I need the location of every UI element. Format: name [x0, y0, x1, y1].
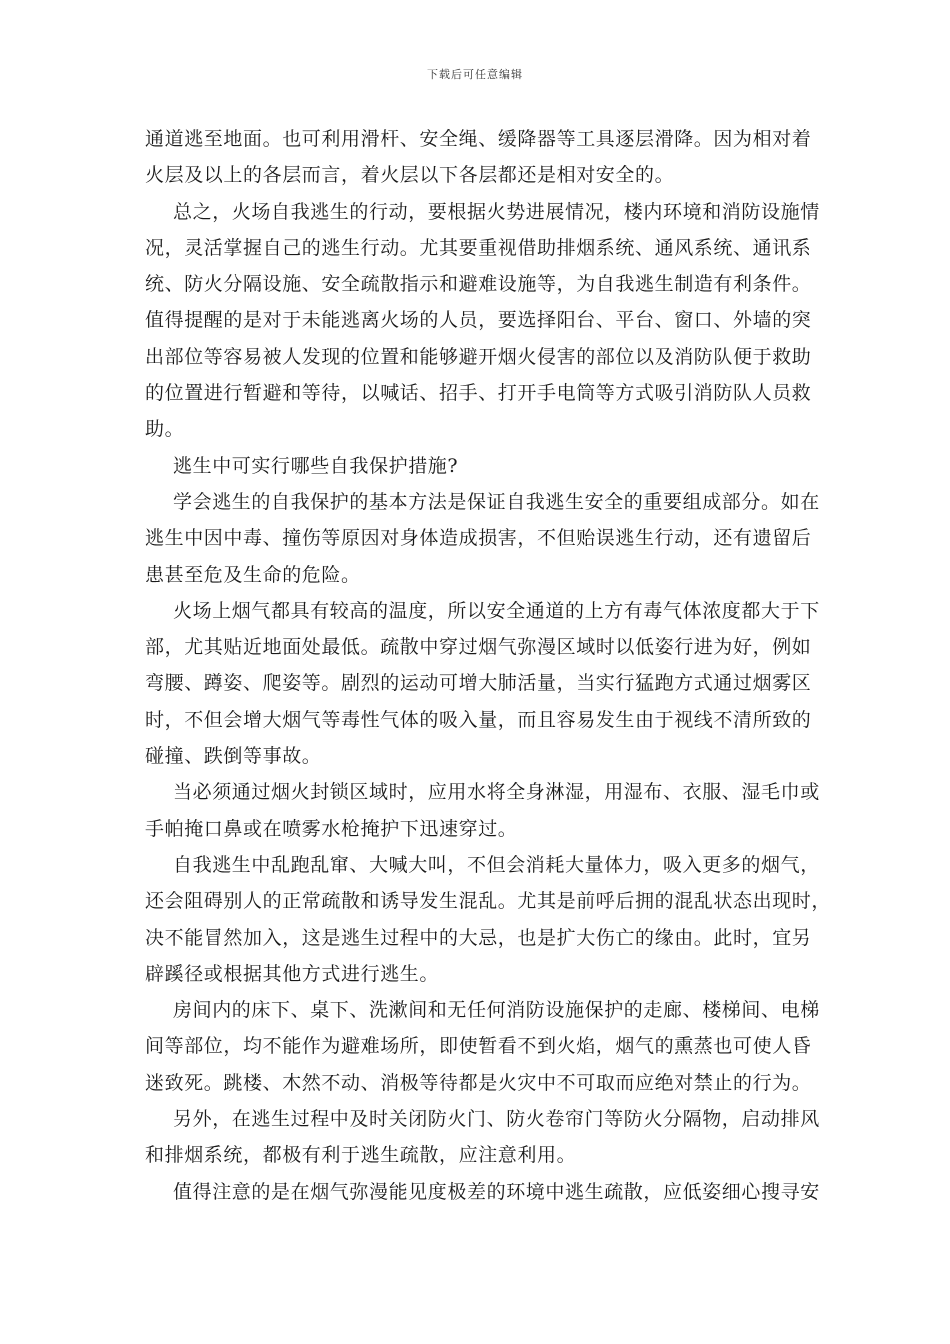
text-line: 决不能冒然加入，这是逃生过程中的大忌，也是扩大伤亡的缘由。此时，宜另 [145, 926, 812, 949]
text-line: 弯腰、蹲姿、爬姿等。剧烈的运动可增大肺活量，当实行猛跑方式通过烟雾区 [145, 672, 812, 695]
document-body [145, 121, 832, 1210]
text-line: 间等部位，均不能作为避难场所，即使暂看不到火焰，烟气的熏蒸也可使人昏 [145, 1035, 812, 1058]
text-line: 当必须通过烟火封锁区域时，应用水将全身淋湿，用湿布、衣服、湿毛巾或 [173, 781, 820, 804]
text-line: 手帕掩口鼻或在喷雾水枪掩护下迅速穿过。 [145, 817, 518, 840]
page-header: 下载后可任意编辑 [427, 68, 523, 81]
text-line: 统、防火分隔设施、安全疏散指示和避难设施等，为自我逃生制造有利条件。 [145, 273, 812, 296]
text-line: 自我逃生中乱跑乱窜、大喊大叫，不但会消耗大量体力，吸入更多的烟气， [173, 853, 820, 876]
text-line: 通道逃至地面。也可利用滑杆、安全绳、缓降器等工具逐层滑降。因为相对着 [145, 128, 812, 150]
text-line: 总之，火场自我逃生的行动，要根据火势进展情况，楼内环境和消防设施情 [173, 200, 820, 223]
text-line: 另外，在逃生过程中及时关闭防火门、防火卷帘门等防火分隔物，启动排风 [173, 1108, 820, 1131]
text-line: 的位置进行暂避和等待，以喊话、招手、打开手电筒等方式吸引消防队人员救 [145, 382, 812, 405]
text-line: 时，不但会增大烟气等毒性气体的吸入量，而且容易发生由于视线不清所致的 [145, 708, 812, 731]
text-line: 还会阻碍别人的正常疏散和诱导发生混乱。尤其是前呼后拥的混乱状态出现时， [145, 890, 832, 913]
text-line: 火层及以上的各层而言，着火层以下各层都还是相对安全的。 [145, 164, 675, 187]
text-line: 患甚至危及生命的危险。 [145, 563, 361, 586]
text-line: 出部位等容易被人发现的位置和能够避开烟火侵害的部位以及消防队便于救助 [145, 345, 812, 368]
text-line: 值得注意的是在烟气弥漫能见度极差的环境中逃生疏散，应低姿细心搜寻安 [173, 1180, 820, 1203]
text-line: 碰撞、跌倒等事故。 [145, 745, 322, 768]
text-line: 况，灵活掌握自己的逃生行动。尤其要重视借助排烟系统、通风系统、通讯系 [145, 236, 812, 259]
text-line: 辟蹊径或根据其他方式进行逃生。 [145, 962, 440, 985]
text-line: 逃生中可实行哪些自我保护措施? [173, 454, 459, 477]
text-line: 值得提醒的是对于未能逃离火场的人员，要选择阳台、平台、窗口、外墙的突 [145, 309, 812, 332]
text-line: 学会逃生的自我保护的基本方法是保证自我逃生安全的重要组成部分。如在 [173, 490, 820, 513]
text-line: 迷致死。跳楼、木然不动、消极等待都是火灾中不可取而应绝对禁止的行为。 [145, 1071, 812, 1094]
text-line: 助。 [145, 418, 185, 441]
text-line: 逃生中因中毒、撞伤等原因对身体造成损害，不但贻误逃生行动，还有遗留后 [145, 527, 812, 550]
text-line: 火场上烟气都具有较高的温度，所以安全通道的上方有毒气体浓度都大于下 [173, 599, 820, 622]
text-line: 部，尤其贴近地面处最低。疏散中穿过烟气弥漫区域时以低姿行进为好，例如 [145, 636, 812, 659]
text-line: 和排烟系统，都极有利于逃生疏散，应注意利用。 [145, 1144, 577, 1167]
text-line: 房间内的床下、桌下、洗漱间和无任何消防设施保护的走廊、楼梯间、电梯 [173, 999, 820, 1022]
